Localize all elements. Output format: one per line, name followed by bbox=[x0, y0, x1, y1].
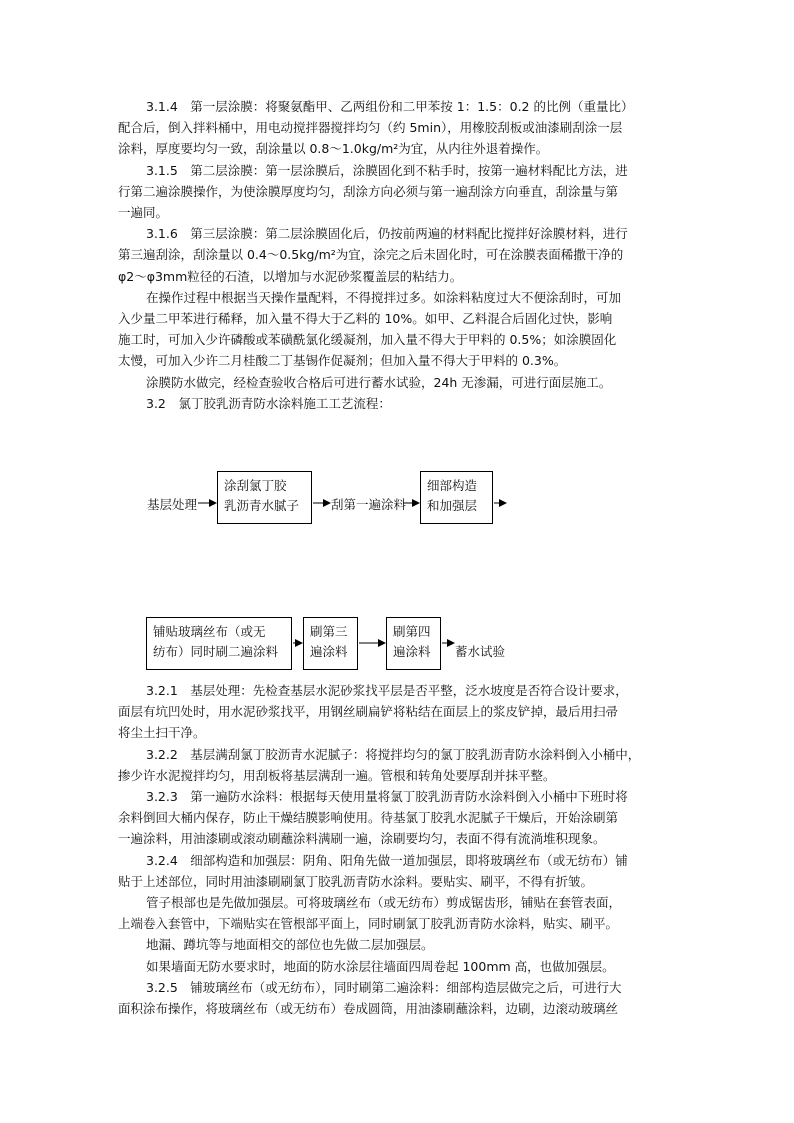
text-line: 在操作过程中根据当天操作量配料，不得搅拌过多。如涂料粘度过大不便涂刮时，可加 bbox=[146, 289, 622, 305]
text-line: 一遍涂料，用油漆刷或滚动刷蘸涂料满刷一遍，涂刷要均匀，表面不得有流淌堆积现象。 bbox=[118, 831, 606, 847]
para-floor-drain bbox=[118, 934, 678, 955]
box-line: 刷第三 bbox=[310, 624, 348, 639]
section-b bbox=[118, 680, 678, 1019]
para-wall bbox=[118, 956, 678, 977]
text-line: 施工时，可加入少许磷酸或苯磺酰氯化缓凝剂，加入量不得大于甲料的 0.5%；如涂膜固化 bbox=[118, 332, 617, 348]
text-line: 行第二遍涂膜操作，为使涂膜厚度均匀，刮涂方向必须与第一遍刮涂方向垂直，刮涂量与第 bbox=[118, 183, 619, 199]
text-line: 入少量二甲苯进行稀释，加入量不得大于乙料的 10%。如甲、乙料混合后固化过快，影响 bbox=[118, 311, 613, 327]
box-line: 刷第四 bbox=[393, 624, 431, 639]
text-line: 贴于上述部位，同时用油漆刷刷氯丁胶乳沥青防水涂料。要贴实、刷平，不得有折皱。 bbox=[118, 873, 594, 889]
para-3-2-4 bbox=[118, 850, 678, 892]
box-line: 和加强层 bbox=[427, 498, 478, 513]
text-line: 涂料，厚度要均匀一致，刮涂量以 0.8～1.0kg/m²为宜，从内往外退着操作。 bbox=[118, 141, 549, 157]
para-3-2-3 bbox=[118, 786, 678, 850]
box-line: 铺贴玻璃丝布（或无 bbox=[153, 624, 266, 639]
text-line: 将尘土扫干净。 bbox=[118, 725, 206, 741]
text-line: 配合后，倒入拌料桶中，用电动搅拌器搅拌均匀（约 5min），用橡胶刮板或油漆刷刮涂一层 bbox=[118, 120, 623, 136]
text-line: 一遍同。 bbox=[118, 205, 169, 221]
text-line: 太慢，可加入少许二月桂酸二丁基锡作促凝剂；但加入量不得大于甲料的 0.3%。 bbox=[118, 353, 567, 369]
text-line: 余料倒回大桶内保存，防止干燥结膜影响使用。待基氯丁胶乳水泥腻子干燥后，开始涂刷第 bbox=[118, 810, 619, 826]
para-pipe-root bbox=[118, 892, 678, 934]
text-line: 3.1.5 第二层涂膜：第一层涂膜后，涂膜固化到不粘手时，按第一遍材料配比方法，进 bbox=[146, 162, 628, 178]
text-line: 3.2.5 铺玻璃丝布（或无纺布），同时刷第二遍涂料：细部构造层做完之后，可进行大 bbox=[146, 979, 622, 995]
para-3-2-5 bbox=[118, 977, 678, 1019]
flow-start-label: 基层处理 bbox=[147, 497, 198, 512]
text-line: 掺少许水泥搅拌均匀，用刮板将基层满刮一遍。管根和转角处要厚刮并抹平整。 bbox=[118, 767, 556, 783]
text-line: 涂膜防水做完，经检查验收合格后可进行蓄水试验，24h 无渗漏，可进行面层施工。 bbox=[146, 374, 612, 390]
text-line: 3.2.4 细部构造和加强层：阴角、阳角先做一道加强层，即将玻璃丝布（或无纺布）铺 bbox=[146, 852, 628, 868]
box-line: 乳沥青水腻子 bbox=[224, 498, 300, 513]
flow-mid-label: 刮第一遍涂料 bbox=[331, 497, 407, 512]
text-line: 地漏、蹲坑等与地面相交的部位也先做二层加强层。 bbox=[146, 937, 434, 953]
text-line: 管子根部也是先做加强层。可将玻璃丝布（或无纺布）剪成锯齿形，铺贴在套管表面， bbox=[146, 895, 622, 911]
text-line: φ2～φ3mm粒径的石渣，以增加与水泥砂浆覆盖层的粘结力。 bbox=[118, 268, 463, 284]
text-line: 上端卷入套管中，下端贴实在管根部平面上，同时刷氯丁胶乳沥青防水涂料，贴实、刷平。 bbox=[118, 916, 619, 932]
box-line: 涂刮氯丁胶 bbox=[224, 478, 287, 493]
flow-end-label: 蓄水试验 bbox=[455, 644, 506, 659]
text-line: 3.2.2 基层满刮氯丁胶沥青水泥腻子：将搅拌均匀的氯丁胶乳沥青防水涂料倒入小桶中， bbox=[146, 746, 641, 762]
text-line: 3.1.4 第一层涂膜：将聚氨酯甲、乙两组份和二甲苯按 1：1.5：0.2 的比例（重量比） bbox=[146, 99, 634, 114]
box-line: 遍涂料 bbox=[393, 644, 431, 659]
text-line: 第三遍刮涂，刮涂量以 0.4～0.5kg/m²为宜，涂完之后未固化时，可在涂膜表面稀撒干净的 bbox=[118, 247, 624, 263]
box-line: 细部构造 bbox=[427, 478, 478, 493]
text-line: 面层有坑凹处时，用水泥砂浆找平，用钢丝刷扁铲将粘结在面层上的浆皮铲掉，最后用扫帚 bbox=[118, 704, 619, 720]
text-line: 3.1.6 第三层涂膜：第二层涂膜固化后，仍按前两遍的材料配比搅拌好涂膜材料，进行 bbox=[146, 226, 628, 242]
text-line: 面积涂布操作，将玻璃丝布（或无纺布）卷成圆筒，用油漆刷蘸涂料，边刷，边滚动玻璃丝 bbox=[118, 1001, 619, 1017]
box-line: 纺布）同时刷二遍涂料 bbox=[153, 644, 279, 659]
para-3-2-2 bbox=[118, 744, 678, 786]
text-line: 3.2.1 基层处理：先检查基层水泥砂浆找平层是否平整，泛水坡度是否符合设计要求， bbox=[146, 683, 628, 698]
text-line: 3.2 氯丁胶乳沥青防水涂料施工工艺流程： bbox=[146, 395, 391, 411]
text-line: 如果墙面无防水要求时，地面的防水涂层往墙面四周卷起 100mm 高，也做加强层。 bbox=[146, 958, 615, 974]
box-line: 遍涂料 bbox=[310, 644, 348, 659]
text-line: 3.2.3 第一遍防水涂料：根据每天使用量将氯丁胶乳沥青防水涂料倒入小桶中下班时将 bbox=[146, 789, 628, 805]
para-3-2-1 bbox=[118, 680, 678, 744]
